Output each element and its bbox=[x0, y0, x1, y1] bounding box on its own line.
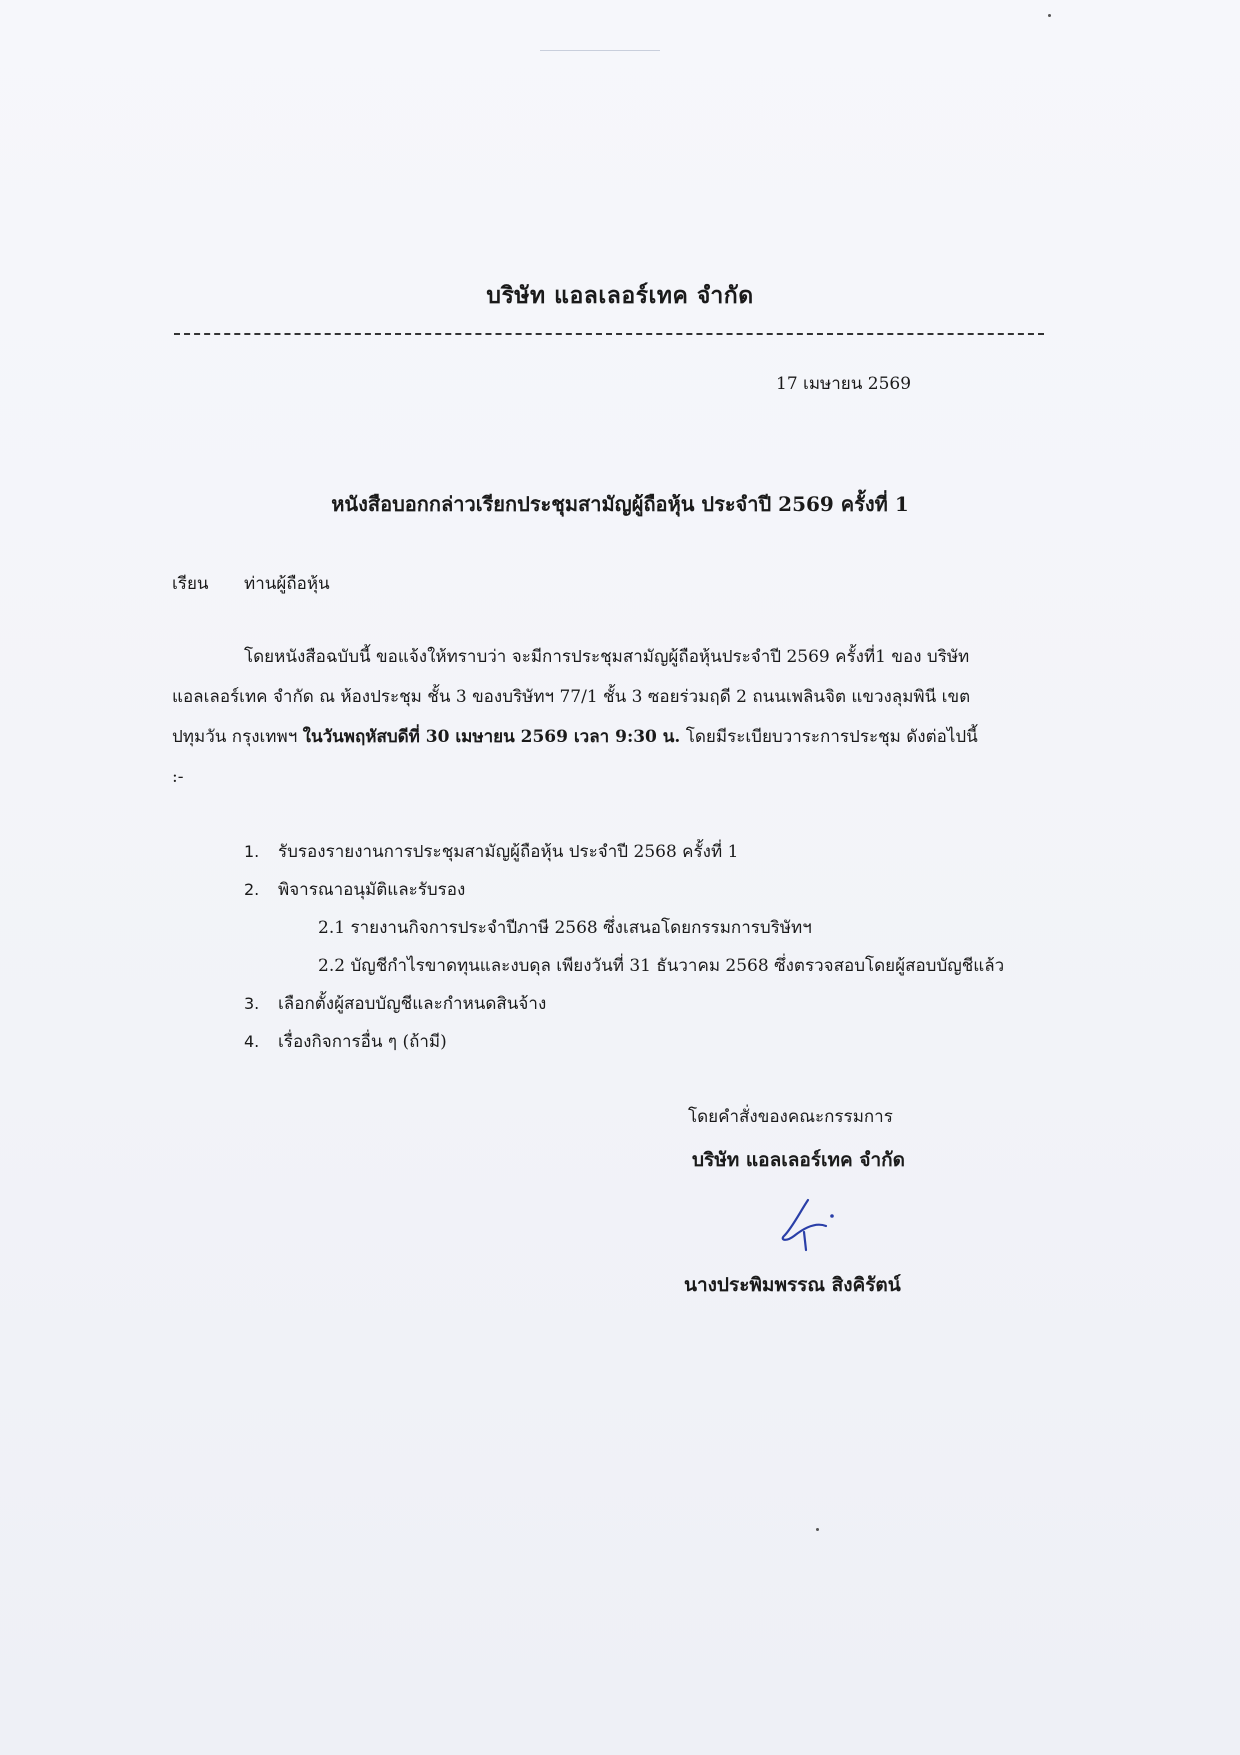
body-line: แอลเลอร์เทค จำกัด ณ ห้องประชุม ชั้น 3 ของบริษัทฯ 77/1 ชั้น 3 ซอยร่วมฤดี 2 ถนนเพลินจิต แขวงลุมพินี เขต bbox=[172, 687, 971, 707]
agenda-list bbox=[244, 833, 1004, 1061]
agenda-number: 2. bbox=[244, 880, 260, 899]
salutation-label: เรียน bbox=[172, 574, 209, 594]
agenda-text: เลือกตั้งผู้สอบบัญชีและกำหนดสินจ้าง bbox=[278, 994, 547, 1014]
agenda-text: 2.2 บัญชีกำไรขาดทุนและงบดุล เพียงวันที่ 31 ธันวาคม 2568 ซึ่งตรวจสอบโดยผู้สอบบัญชีแล้ว bbox=[318, 956, 1005, 976]
scan-speck bbox=[1048, 14, 1051, 17]
agenda-text: 2.1 รายงานกิจการประจำปีภาษี 2568 ซึ่งเสนอโดยกรรมการบริษัทฯ bbox=[318, 918, 812, 938]
agenda-subitem bbox=[244, 909, 1004, 947]
letter-body bbox=[172, 637, 1052, 797]
agenda-item bbox=[244, 833, 1004, 871]
signing-company: บริษัท แอลเลอร์เทค จำกัด bbox=[692, 1149, 905, 1171]
salutation-recipient: ท่านผู้ถือหุ้น bbox=[244, 574, 330, 594]
company-letterhead: บริษัท แอลเลอร์เทค จำกัด bbox=[486, 282, 754, 309]
agenda-subitem bbox=[244, 947, 1004, 985]
meeting-datetime: ในวันพฤหัสบดีที่ 30 เมษายน 2569 เวลา 9:30 น. bbox=[302, 727, 681, 747]
agenda-text: พิจารณาอนุมัติและรับรอง bbox=[278, 880, 466, 900]
agenda-item bbox=[244, 871, 1004, 909]
agenda-text: เรื่องกิจการอื่น ๆ (ถ้ามี) bbox=[278, 1032, 447, 1052]
agenda-number: 1. bbox=[244, 842, 260, 861]
body-line: โดยหนังสือฉบับนี้ ขอแจ้งให้ทราบว่า จะมีการประชุมสามัญผู้ถือหุ้นประจำปี 2569 ครั้งที่1 ของ บริษัท bbox=[244, 647, 970, 667]
signer-name: นางประพิมพรรณ สิงคิรัตน์ bbox=[684, 1274, 901, 1296]
body-line bbox=[172, 717, 1052, 757]
body-text: ปทุมวัน กรุงเทพฯ bbox=[172, 727, 303, 747]
agenda-text: รับรองรายงานการประชุมสามัญผู้ถือหุ้น ประจำปี 2568 ครั้งที่ 1 bbox=[278, 842, 739, 862]
agenda-number: 4. bbox=[244, 1032, 260, 1051]
salutation bbox=[172, 570, 330, 597]
scan-mark bbox=[540, 50, 660, 51]
signature-mark bbox=[770, 1192, 840, 1252]
agenda-item bbox=[244, 985, 1004, 1023]
header-divider bbox=[174, 333, 1044, 335]
scan-speck bbox=[816, 1528, 819, 1531]
body-line: :- bbox=[172, 767, 184, 787]
document-title: หนังสือบอกกล่าวเรียกประชุมสามัญผู้ถือหุ้น ประจำปี 2569 ครั้งที่ 1 bbox=[331, 492, 909, 516]
agenda-number: 3. bbox=[244, 994, 260, 1013]
by-order-line: โดยคำสั่งของคณะกรรมการ bbox=[688, 1107, 893, 1127]
agenda-item bbox=[244, 1023, 1004, 1061]
body-text: โดยมีระเบียบวาระการประชุม ดังต่อไปนี้ bbox=[680, 727, 978, 747]
letter-date: 17 เมษายน 2569 bbox=[776, 374, 912, 394]
